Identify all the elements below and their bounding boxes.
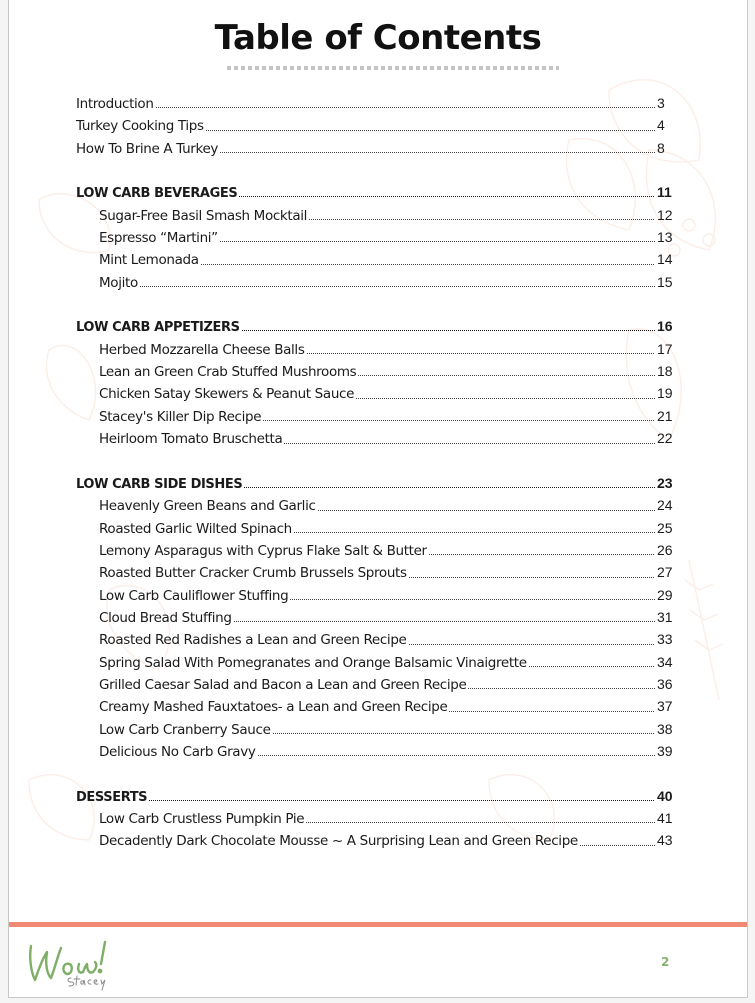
toc-entry-page: 17 — [657, 340, 673, 357]
toc-entry-page: 18 — [657, 363, 673, 380]
toc-entry-page: 36 — [657, 675, 673, 692]
toc-entry-title: Introduction — [76, 96, 154, 112]
dot-leader — [258, 755, 656, 756]
toc-section-heading[interactable] — [76, 472, 674, 494]
dot-leader — [306, 822, 655, 823]
toc-entry-title: Heirloom Tomato Bruschetta — [99, 431, 283, 448]
title-dotted-divider — [227, 66, 559, 70]
toc-entry-page: 25 — [657, 519, 673, 536]
toc-entry-title: Stacey's Killer Dip Recipe — [99, 408, 262, 425]
toc-entry[interactable] — [76, 829, 674, 851]
page-number: 2 — [661, 955, 670, 969]
toc-entry-page: 38 — [657, 720, 673, 737]
dot-leader — [318, 510, 655, 511]
toc-entry-page: 43 — [657, 832, 673, 849]
toc-entry-title: Creamy Mashed Fauxtatoes- a Lean and Green Recipe — [99, 699, 448, 716]
toc-section-heading[interactable] — [76, 181, 674, 203]
toc-section-title: LOW CARB APPETIZERS — [76, 320, 240, 336]
toc-entry[interactable] — [76, 494, 674, 516]
toc-entry-title: Roasted Butter Cracker Crumb Brussels Sprouts — [99, 565, 407, 582]
toc-entry-title: Cloud Bread Stuffing — [99, 609, 232, 626]
toc-entry-page: 34 — [657, 653, 673, 670]
dot-leader — [409, 644, 656, 645]
toc-entry[interactable] — [76, 651, 674, 673]
toc-entry-title: Low Carb Cauliflower Stuffing — [99, 587, 289, 604]
toc-entry[interactable] — [76, 360, 674, 382]
toc-entry[interactable] — [76, 584, 674, 606]
toc-entry-page: 33 — [657, 631, 673, 648]
toc-entry-page: 29 — [657, 586, 673, 603]
toc-entry[interactable] — [76, 673, 674, 695]
document-page — [8, 0, 748, 998]
dot-leader — [307, 353, 655, 354]
dot-leader — [239, 196, 655, 197]
toc-entry-title: Sugar-Free Basil Smash Mocktail — [99, 207, 308, 224]
toc-entry[interactable] — [76, 517, 674, 539]
dot-leader — [284, 443, 655, 444]
dot-leader — [244, 487, 655, 488]
toc-section-page: 11 — [657, 184, 672, 201]
toc-entry-title: Lemony Asparagus with Cyprus Flake Salt & Butter — [99, 542, 427, 559]
toc-entry[interactable] — [76, 382, 674, 404]
toc-entry-title: Mint Lemonada — [99, 252, 199, 269]
dot-leader — [149, 800, 655, 801]
page-title: Table of Contents — [214, 18, 542, 58]
toc-entry-page: 26 — [657, 541, 673, 558]
dot-leader — [242, 330, 655, 331]
toc-section-page: 40 — [657, 787, 673, 804]
toc-entry-page: 4 — [657, 117, 665, 134]
dot-leader — [201, 264, 655, 265]
toc-entry-title: Mojito — [99, 274, 138, 291]
toc-entry[interactable] — [76, 248, 674, 270]
toc-entry-title: Decadently Dark Chocolate Mousse ~ A Surprising Lean and Green Recipe — [99, 833, 578, 850]
toc-entry-page: 15 — [657, 273, 673, 290]
toc-entry-page: 21 — [657, 407, 673, 424]
toc-entry-title: Spring Salad With Pomegranates and Orange Balsamic Vinaigrette — [99, 654, 527, 671]
toc-entry-title: Delicious No Carb Gravy — [99, 743, 256, 760]
toc-entry[interactable] — [76, 740, 674, 762]
dot-leader — [309, 219, 655, 220]
toc-entry-page: 27 — [657, 564, 673, 581]
toc-entry-page: 3 — [657, 95, 665, 111]
toc-section-title: LOW CARB SIDE DISHES — [76, 476, 243, 492]
dot-leader — [429, 554, 655, 555]
toc-entry-page: 37 — [657, 698, 673, 715]
dot-leader — [290, 599, 655, 600]
toc-section-heading[interactable] — [76, 315, 674, 337]
footer-accent-rule — [9, 922, 747, 927]
toc-entry[interactable] — [76, 628, 674, 650]
toc-entry[interactable] — [76, 92, 674, 114]
toc-entry-title: Heavenly Green Beans and Garlic — [99, 498, 316, 515]
dot-leader — [220, 241, 655, 242]
wow-by-stacey-logo — [25, 938, 111, 992]
dot-leader — [273, 733, 655, 734]
dot-leader — [263, 420, 655, 421]
toc-entry[interactable] — [76, 807, 674, 829]
dot-leader — [468, 688, 655, 689]
toc-section-page: 23 — [657, 474, 673, 491]
toc-entry-page: 14 — [657, 251, 673, 268]
toc-entry[interactable] — [76, 695, 674, 717]
toc-entry[interactable] — [76, 405, 674, 427]
dot-leader — [356, 398, 655, 399]
dot-leader — [140, 286, 655, 287]
toc-entry[interactable] — [76, 427, 674, 449]
toc-entry-title: Chicken Satay Skewers & Peanut Sauce — [99, 386, 355, 403]
dot-leader — [409, 577, 655, 578]
toc-entry[interactable] — [76, 114, 674, 136]
toc-entry-page: 19 — [657, 385, 673, 402]
toc-entry-title: Herbed Mozzarella Cheese Balls — [99, 341, 305, 358]
toc-entry-page: 41 — [657, 810, 673, 826]
toc-entry-page: 12 — [657, 206, 673, 223]
toc-entry-page: 22 — [657, 430, 673, 447]
dot-leader — [220, 152, 655, 153]
dot-leader — [234, 621, 655, 622]
toc-entry-page: 13 — [657, 229, 673, 246]
toc-entry[interactable] — [76, 561, 674, 583]
toc-entry[interactable] — [76, 539, 674, 561]
toc-entry[interactable] — [76, 271, 674, 293]
dot-leader — [358, 375, 655, 376]
toc-entry-page: 31 — [657, 608, 673, 625]
toc-entry-title: Espresso “Martini” — [99, 230, 218, 247]
toc-entry[interactable] — [76, 137, 674, 159]
toc-section-page: 16 — [657, 318, 673, 335]
dot-leader — [449, 711, 655, 712]
toc-entry-title: Grilled Caesar Salad and Bacon a Lean and Green Recipe — [99, 676, 467, 693]
dot-leader — [206, 130, 655, 131]
toc-entry-title: Low Carb Cranberry Sauce — [99, 721, 271, 738]
toc-entry-title: Roasted Red Radishes a Lean and Green Recipe — [99, 632, 407, 649]
toc-section-title: LOW CARB BEVERAGES — [76, 186, 238, 202]
toc-entry-title: Roasted Garlic Wilted Spinach — [99, 520, 292, 537]
table-of-contents — [76, 92, 674, 852]
toc-entry-title: Lean an Green Crab Stuffed Mushrooms — [99, 364, 357, 381]
toc-entry-page: 39 — [657, 742, 673, 759]
toc-entry[interactable] — [76, 718, 674, 740]
toc-section-heading[interactable] — [76, 785, 674, 807]
dot-leader — [529, 666, 655, 667]
toc-entry-title: Low Carb Crustless Pumpkin Pie — [99, 811, 305, 827]
toc-entry-page: 8 — [657, 139, 665, 156]
toc-entry[interactable] — [76, 606, 674, 628]
dot-leader — [156, 107, 655, 108]
toc-entry-page: 24 — [657, 497, 673, 514]
toc-entry-title: How To Brine A Turkey — [76, 140, 219, 157]
toc-entry[interactable] — [76, 226, 674, 248]
dot-leader — [294, 532, 655, 533]
toc-entry-title: Turkey Cooking Tips — [76, 118, 204, 135]
toc-entry[interactable] — [76, 204, 674, 226]
toc-entry[interactable] — [76, 338, 674, 360]
toc-section-title: DESSERTS — [76, 789, 148, 805]
dot-leader — [580, 845, 655, 846]
